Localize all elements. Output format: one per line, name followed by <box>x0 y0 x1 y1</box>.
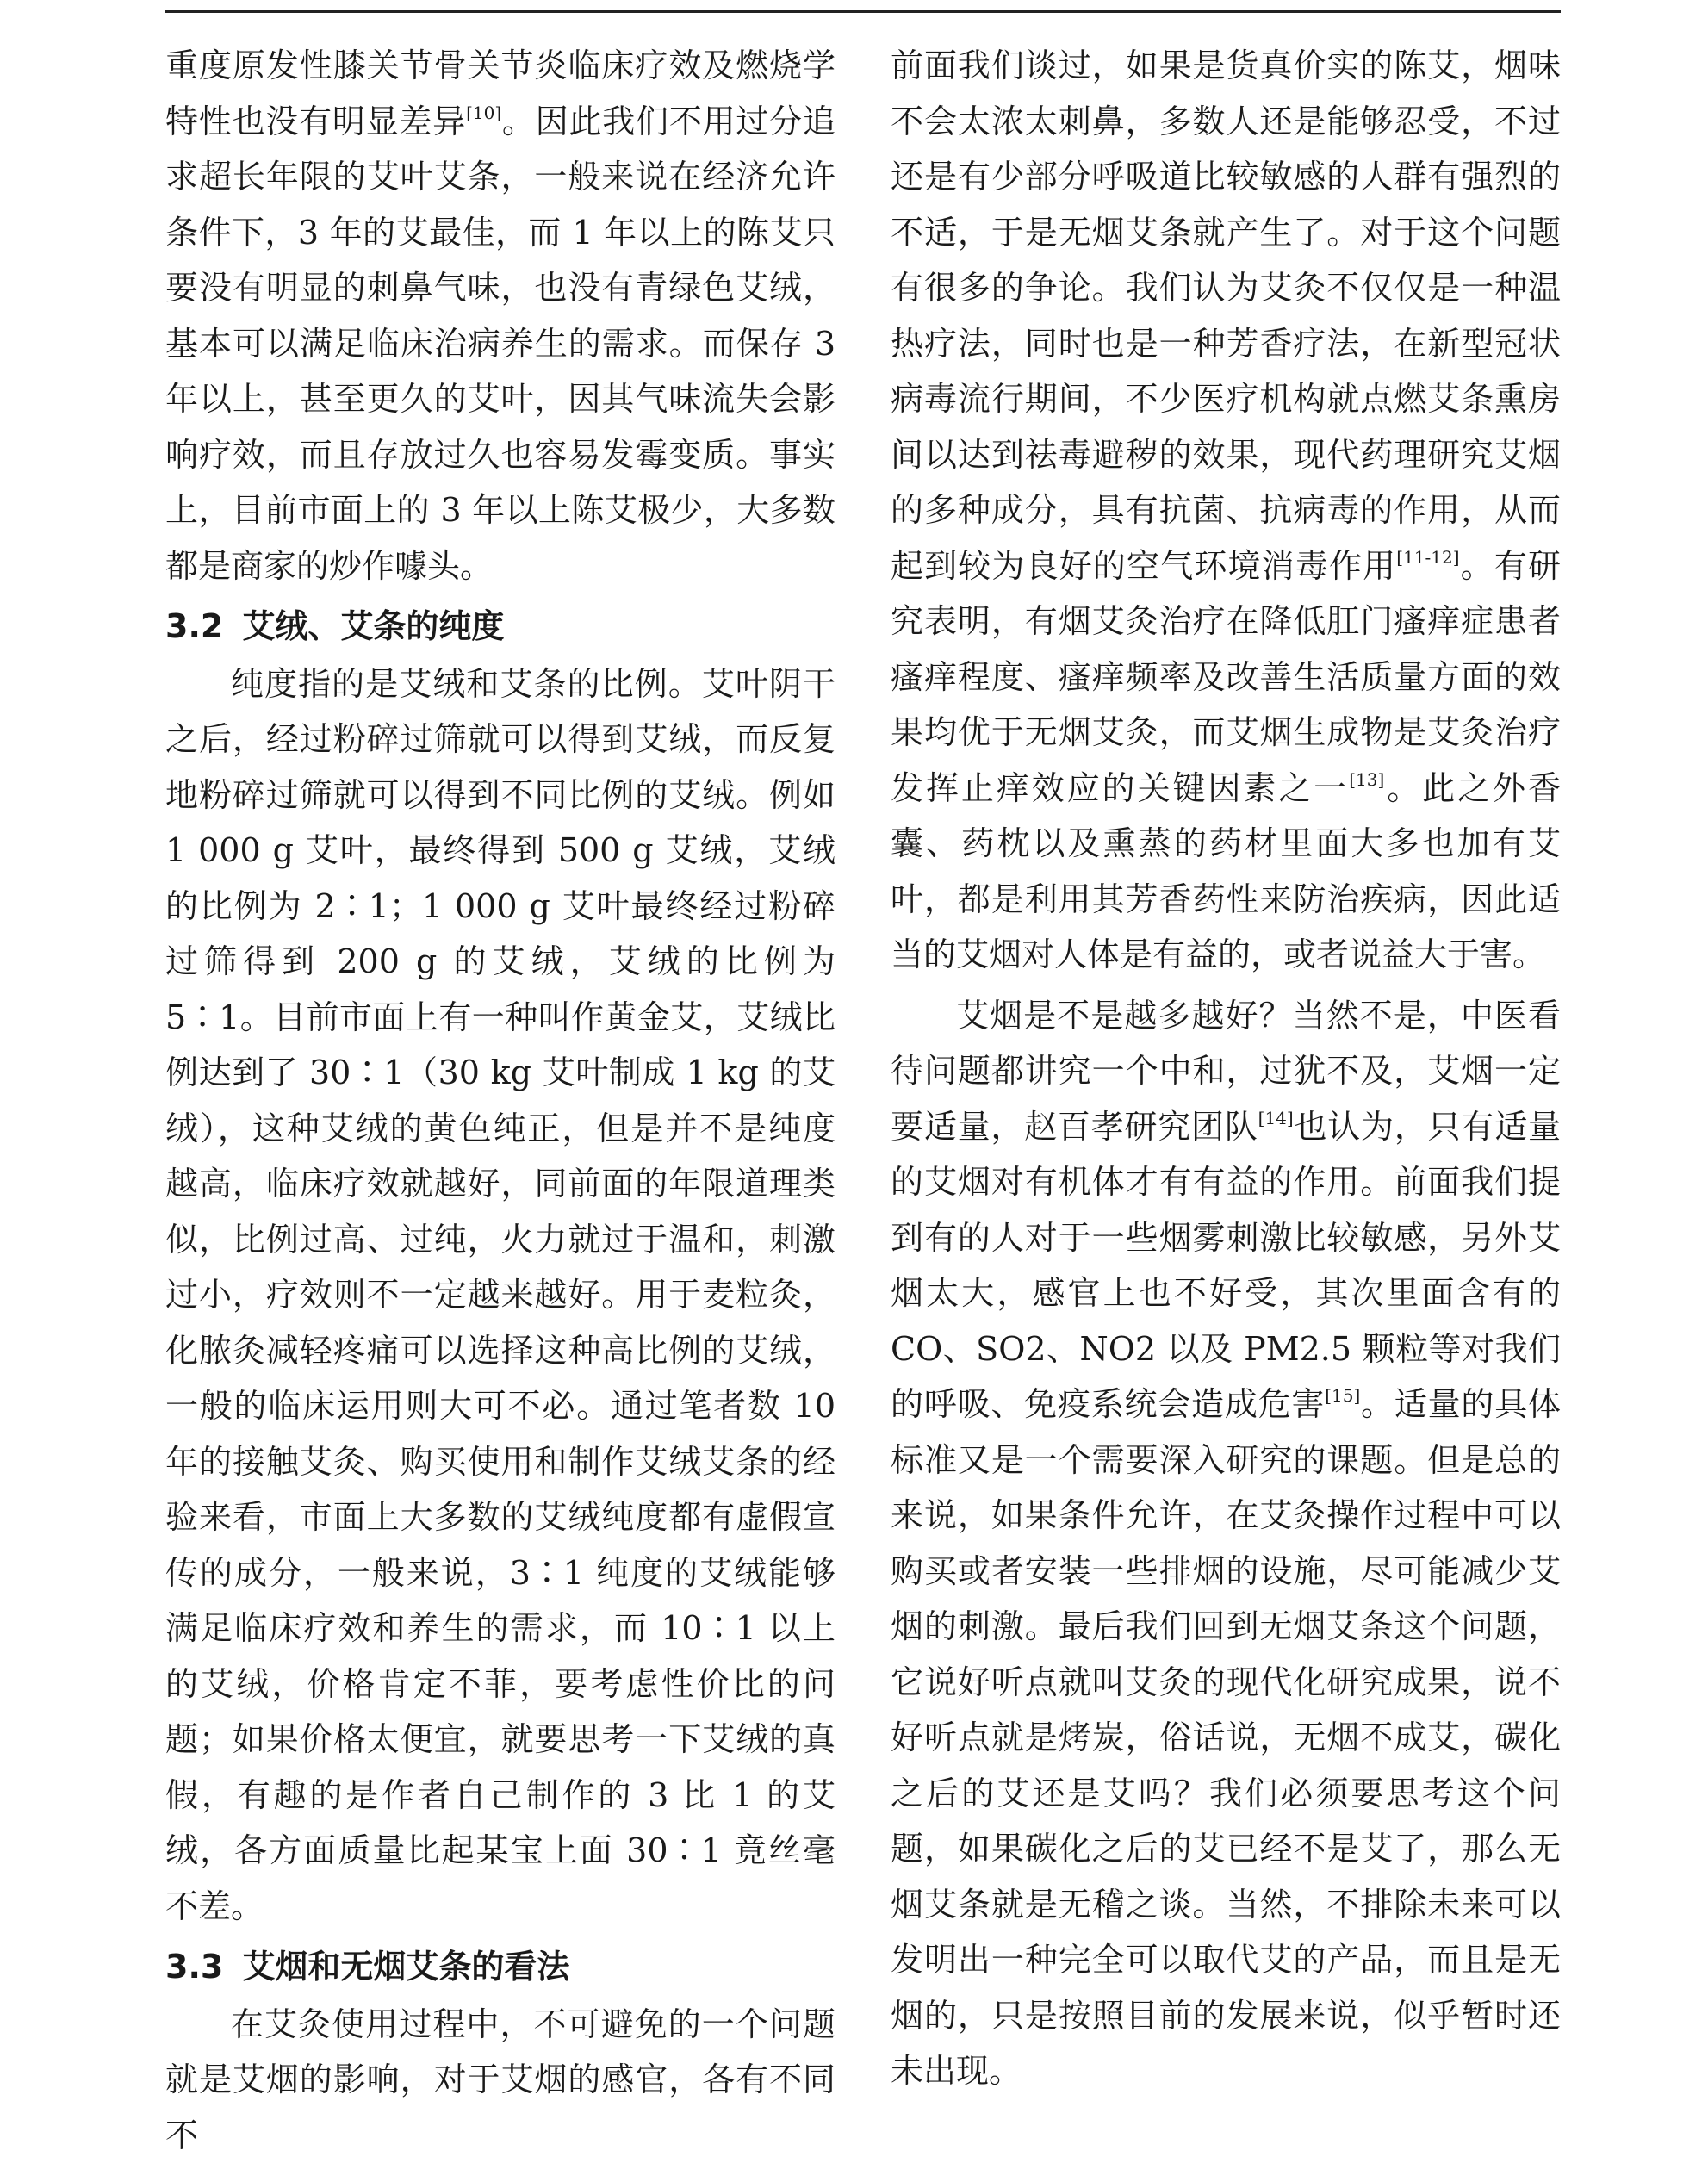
citation-ref: [14] <box>1258 1108 1294 1128</box>
citation-ref: [15] <box>1325 1385 1360 1406</box>
right-column <box>891 38 1561 2099</box>
paragraph-smoke-intro: 在艾灸使用过程中，不可避免的一个问题就是艾烟的影响，对于艾烟的感官，各有不同不 <box>165 1997 835 2163</box>
header-rule <box>165 10 1561 13</box>
citation-ref: [10] <box>466 103 501 123</box>
section-heading-3-3: 3.3 艾烟和无烟艾条的看法 <box>165 1934 835 1997</box>
left-column <box>165 38 835 2163</box>
section-heading-3-2: 3.2 艾绒、艾条的纯度 <box>165 594 835 656</box>
paragraph-smokeless-moxa: 前面我们谈过，如果是货真价实的陈艾，烟味不会太浓太刺鼻，多数人还是能够忍受，不过还是有少部分呼吸道比较敏感的人群有强烈的不适，于是无烟艾条就产生了。对于这个问题有很多的争论。我们认为艾灸不仅仅是一种温热疗法，同时也是一种芳香疗法，在新型冠状病毒流行期间，不少医疗机构就点燃艾条熏房间以达到祛毒避秽的效果，现代药理研究艾烟的多种成分，具有抗菌、抗病毒的作用，从而起到较为良好的空气环境消毒作用[11-12]。有研究表明，有烟艾灸治疗在降低肛门瘙痒症患者瘙痒程度、瘙痒频率及改善生活质量方面的效果均优于无烟艾灸，而艾烟生成物是艾灸治疗发挥止痒效应的关键因素之一[13]。此之外香囊、药枕以及熏蒸的药材里面大多也加有艾叶，都是利用其芳香药性来防治疾病，因此适当的艾烟对人体是有益的，或者说益大于害。 <box>891 38 1561 983</box>
running-header <box>706 0 999 9</box>
citation-ref: [11-12] <box>1396 547 1459 568</box>
paragraph-aging-conclusion: 重度原发性膝关节骨关节炎临床疗效及燃烧学特性也没有明显差异[10]。因此我们不用过分追求超长年限的艾叶艾条，一般来说在经济允许条件下，3 年的艾最佳，而 1 年以上的陈艾只要没有明显的刺鼻气味，也没有青绿色艾绒，基本可以满足临床治病养生的需求。而保存 3 年以上，甚至更久的艾叶，因其气味流失会影响疗效，而且存放过久也容易发霉变质。事实上，目前市面上的 3 年以上陈艾极少，大多数都是商家的炒作噱头。 <box>165 38 835 594</box>
citation-ref: [13] <box>1349 769 1384 790</box>
paragraph-smoke-amount: 艾烟是不是越多越好？当然不是，中医看待问题都讲究一个中和，过犹不及，艾烟一定要适量，赵百孝研究团队[14]也认为，只有适量的艾烟对有机体才有有益的作用。前面我们提到有的人对于一些烟雾刺激比较敏感，另外艾烟太大，感官上也不好受，其次里面含有的 CO、SO2、NO2 以及 PM2.5 颗粒等对我们的呼吸、免疫系统会造成危害[15]。适量的具体标准又是一个需要深入研究的课题。但是总的来说，如果条件允许，在艾灸操作过程中可以购买或者安装一些排烟的设施，尽可能减少艾烟的刺激。最后我们回到无烟艾条这个问题，它说好听点就叫艾灸的现代化研究成果，说不好听点就是烤炭，俗话说，无烟不成艾，碳化之后的艾还是艾吗？我们必须要思考这个问题，如果碳化之后的艾已经不是艾了，那么无烟艾条就是无稽之谈。当然，不排除未来可以发明出一种完全可以取代艾的产品，而且是无烟的，只是按照目前的发展来说，似乎暂时还未出现。 <box>891 988 1561 2099</box>
paragraph-purity: 纯度指的是艾绒和艾条的比例。艾叶阴干之后，经过粉碎过筛就可以得到艾绒，而反复地粉碎过筛就可以得到不同比例的艾绒。例如 1 000 g 艾叶，最终得到 500 g 艾绒，艾绒的比例为 2∶1；1 000 g 艾叶最终经过粉碎过筛得到 200 g 的艾绒，艾绒的比例为 5∶1。目前市面上有一种叫作黄金艾，艾绒比例达到了 30∶1（30 kg 艾叶制成 1 kg 的艾绒），这种艾绒的黄色纯正，但是并不是纯度越高，临床疗效就越好，同前面的年限道理类似，比例过高、过纯，火力就过于温和，刺激过小，疗效则不一定越来越好。用于麦粒灸，化脓灸减轻疼痛可以选择这种高比例的艾绒，一般的临床运用则大可不必。通过笔者数 10 年的接触艾灸、购买使用和制作艾绒艾条的经验来看，市面上大多数的艾绒纯度都有虚假宣传的成分，一般来说，3∶1 纯度的艾绒能够满足临床疗效和养生的需求，而 10∶1 以上的艾绒，价格肯定不菲，要考虑性价比的问题；如果价格太便宜，就要思考一下艾绒的真假，有趣的是作者自己制作的 3 比 1 的艾绒，各方面质量比起某宝上面 30∶1 竟丝毫不差。 <box>165 656 835 1935</box>
